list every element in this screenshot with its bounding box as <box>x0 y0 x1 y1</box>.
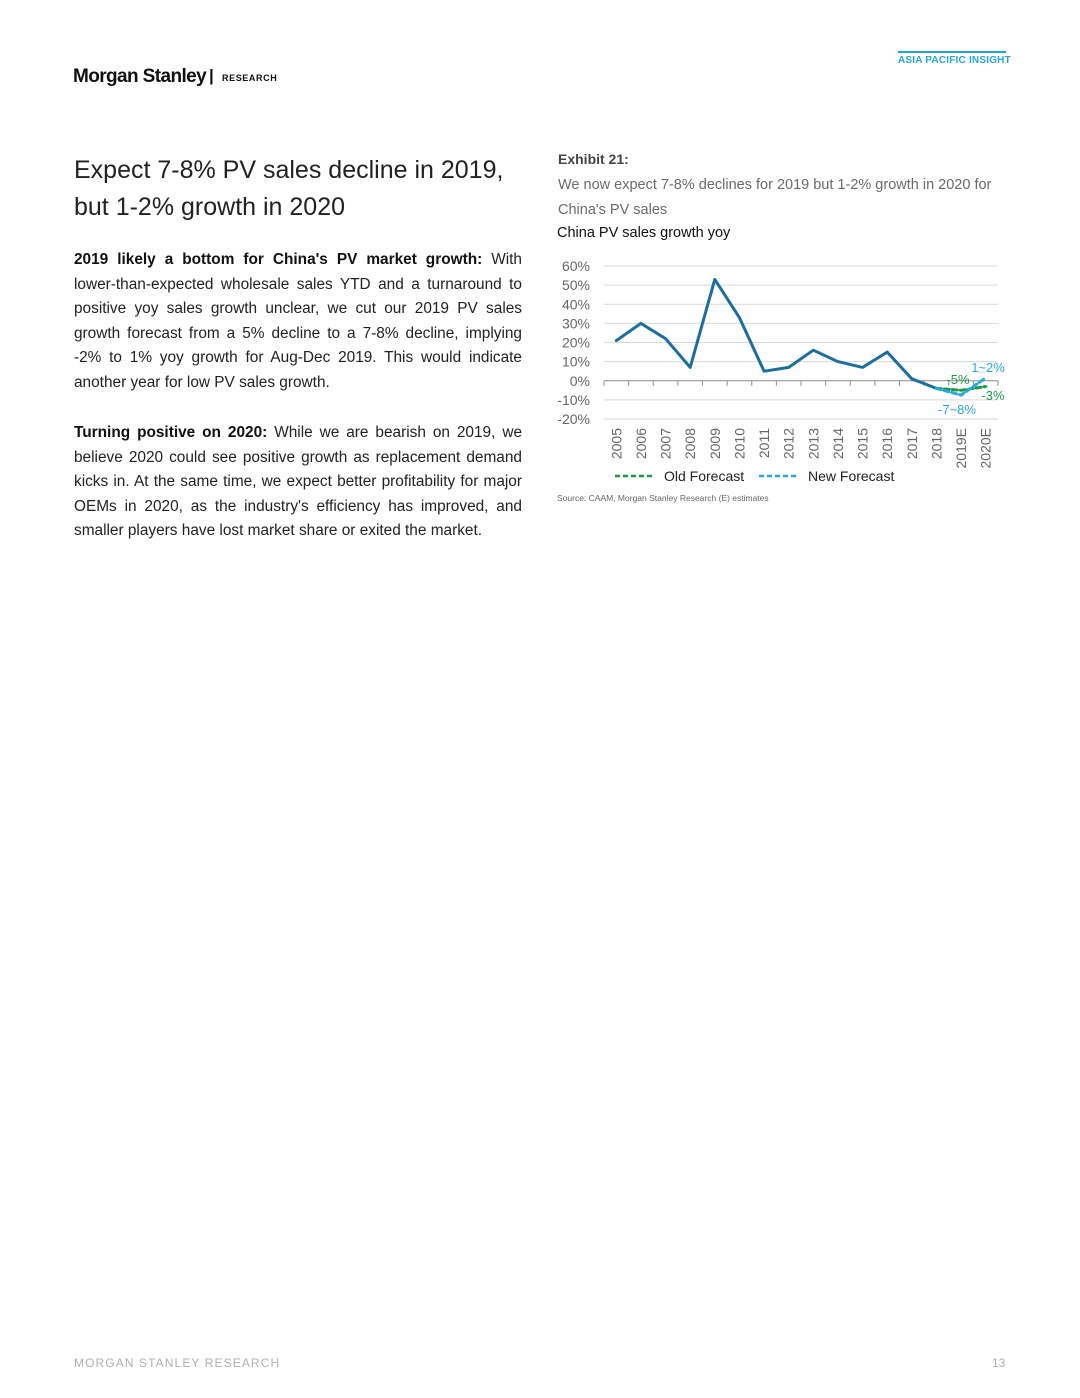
x-tick-label: 2020E <box>977 428 994 469</box>
x-tick-label: 2018 <box>928 428 945 460</box>
insight-right: INSIGHT <box>968 55 1011 66</box>
insight-left: ASIA PACIFIC <box>898 55 966 66</box>
legend-label: Old Forecast <box>664 468 745 484</box>
exhibit-source: Source: CAAM, Morgan Stanley Research (E) estimates <box>557 493 769 503</box>
brand-separator: | <box>209 66 214 85</box>
growth-chart <box>552 250 1012 490</box>
y-tick-label: 40% <box>561 296 590 313</box>
insight-label <box>898 55 1011 66</box>
x-tick-label: 2014 <box>829 428 846 460</box>
x-tick-label: 2008 <box>682 428 699 460</box>
paragraph-2019-bottom <box>74 248 522 396</box>
paragraph-lead: Turning positive on 2020: <box>74 424 268 441</box>
x-tick-label: 2011 <box>756 428 773 459</box>
paragraph-text: With lower-than-expected wholesale sales YTD and a turnaround to positive yoy sales growth unclear, we cut our 2019 PV sales growth forecast from a 5% decline to a 7-8% decline, implying -2% to 1% yoy growth for Aug-Dec 2019. This would indicate another year for low PV sales growth. <box>74 251 522 391</box>
y-tick-label: 20% <box>561 334 590 351</box>
x-tick-label: 2010 <box>731 428 748 460</box>
data-label: -5% <box>946 372 970 387</box>
x-tick-label: 2017 <box>903 428 920 460</box>
x-tick-label: 2009 <box>706 428 723 460</box>
y-tick-label: 0% <box>569 372 590 389</box>
y-tick-label: 30% <box>561 315 590 332</box>
data-label: 1~2% <box>971 360 1005 375</box>
y-tick-label: 10% <box>561 353 590 370</box>
x-tick-label: 2019E <box>953 428 970 469</box>
x-tick-label: 2012 <box>780 428 797 460</box>
exhibit-title: We now expect 7-8% declines for 2019 but 1-2% growth in 2020 for China's PV sales <box>558 177 992 218</box>
paragraph-lead: 2019 likely a bottom for China's PV market growth: <box>74 251 483 268</box>
x-tick-label: 2006 <box>632 428 649 460</box>
y-tick-label: 50% <box>561 277 590 294</box>
x-tick-label: 2007 <box>657 428 674 460</box>
section-heading: Expect 7-8% PV sales decline in 2019, but 1-2% growth in 2020 <box>74 156 504 221</box>
chart-title: China PV sales growth yoy <box>557 225 731 241</box>
paragraph-turning-positive <box>74 421 522 544</box>
y-tick-label: -10% <box>557 391 590 408</box>
x-tick-label: 2005 <box>608 428 625 460</box>
legend-label: New Forecast <box>808 468 895 484</box>
exhibit-number: Exhibit 21: <box>558 151 629 167</box>
insight-rule <box>898 51 1006 53</box>
data-label: -3% <box>981 388 1005 403</box>
brand-logo: Morgan Stanley <box>73 66 207 87</box>
brand-research-label: RESEARCH <box>222 73 278 83</box>
series-line-actual <box>616 279 936 388</box>
x-tick-label: 2013 <box>805 428 822 460</box>
x-tick-label: 2016 <box>879 428 896 460</box>
y-tick-label: 60% <box>561 258 590 274</box>
page-number: 13 <box>992 1356 1006 1370</box>
paragraph-text: While we are bearish on 2019, we believe 2020 could see positive growth as replacement demand kicks in. At the same time, we expect better profitability for major OEMs in 2020, as the industry's efficiency has improved, and smaller players have lost market share or exited the market. <box>74 424 523 540</box>
y-tick-label: -20% <box>557 411 590 427</box>
x-tick-label: 2015 <box>854 428 871 460</box>
footer-label: MORGAN STANLEY RESEARCH <box>74 1356 281 1370</box>
data-label: -7~8% <box>938 402 976 417</box>
